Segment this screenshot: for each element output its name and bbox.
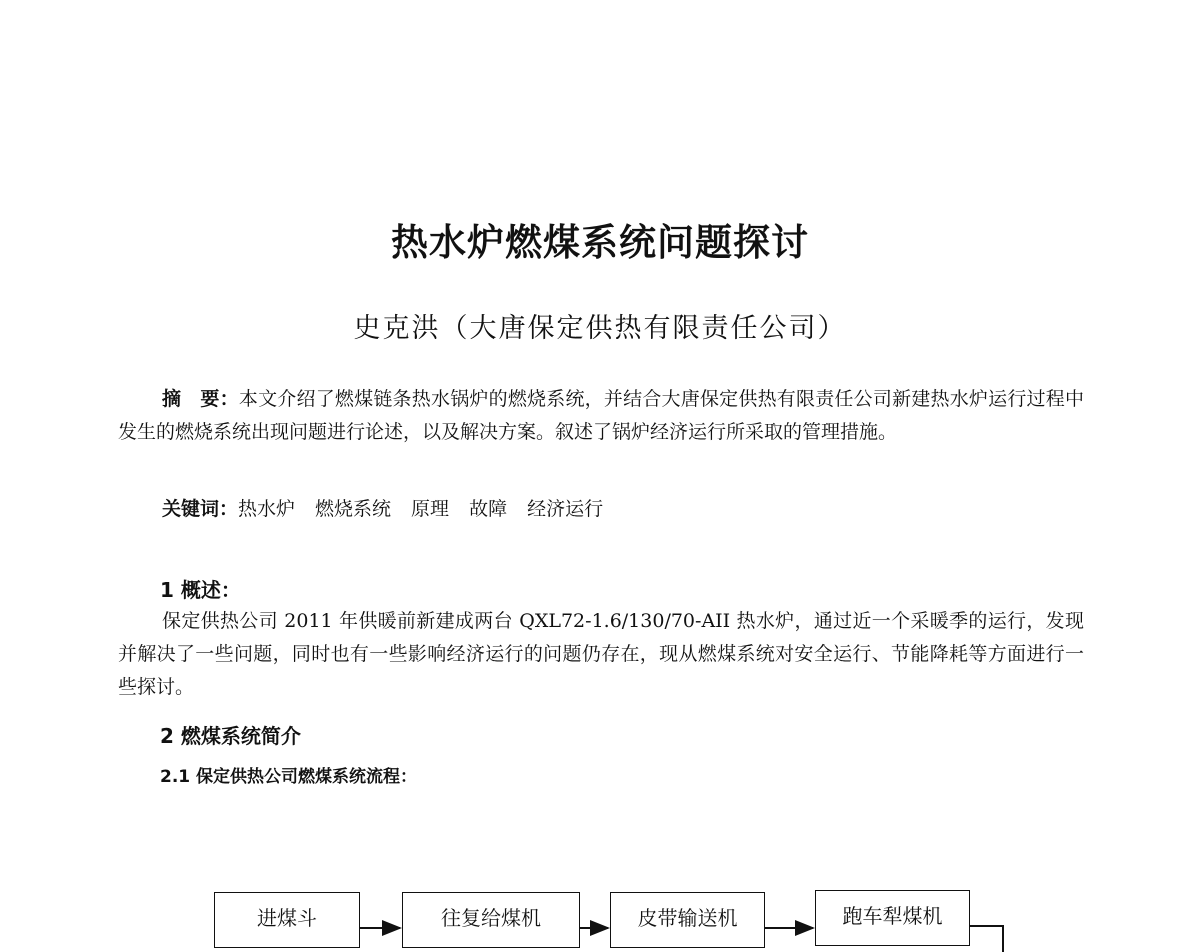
- section-overview-text: 保定供热公司 2011 年供暖前新建成两台 QXL72-1.6/130/70-AII 热水炉，通过近一个采暖季的运行，发现并解决了一些问题，同时也有一些影响经济运行的问题仍存在，现从燃煤系统对安全运行、节能降耗等方面进行一些探讨。: [118, 610, 1084, 698]
- section-heading-overview: 1 概述：: [160, 578, 241, 602]
- subsection-heading-flow: 2.1 保定供热公司燃煤系统流程：: [160, 767, 418, 787]
- page-title: 热水炉燃煤系统问题探讨: [391, 220, 809, 264]
- flow-step-belt-conveyor: 皮带输送机: [610, 892, 765, 948]
- flow-connector: [970, 926, 1003, 952]
- keyword: 故障: [469, 498, 508, 520]
- author-affiliation: 史克洪（大唐保定供热有限责任公司）: [353, 313, 847, 344]
- keywords-label: 关键词：: [162, 498, 239, 520]
- flow-step-plough-tripper: 跑车犁煤机: [815, 890, 970, 946]
- section-heading-system: 2 燃煤系统简介: [160, 724, 301, 748]
- flow-step-reciprocating-feeder: 往复给煤机: [402, 892, 580, 948]
- flow-step-coal-hopper: 进煤斗: [214, 892, 360, 948]
- keyword: 经济运行: [527, 498, 604, 520]
- keyword: 热水炉: [238, 498, 296, 520]
- abstract-text: 本文介绍了燃煤链条热水锅炉的燃烧系统，并结合大唐保定供热有限责任公司新建热水炉运行过程中发生的燃烧系统出现问题进行论述，以及解决方案。叙述了锅炉经济运行所采取的管理措施。: [118, 388, 1084, 443]
- abstract-label: 摘 要：: [162, 388, 239, 410]
- keyword: 原理: [411, 498, 450, 520]
- keyword: 燃烧系统: [315, 498, 392, 520]
